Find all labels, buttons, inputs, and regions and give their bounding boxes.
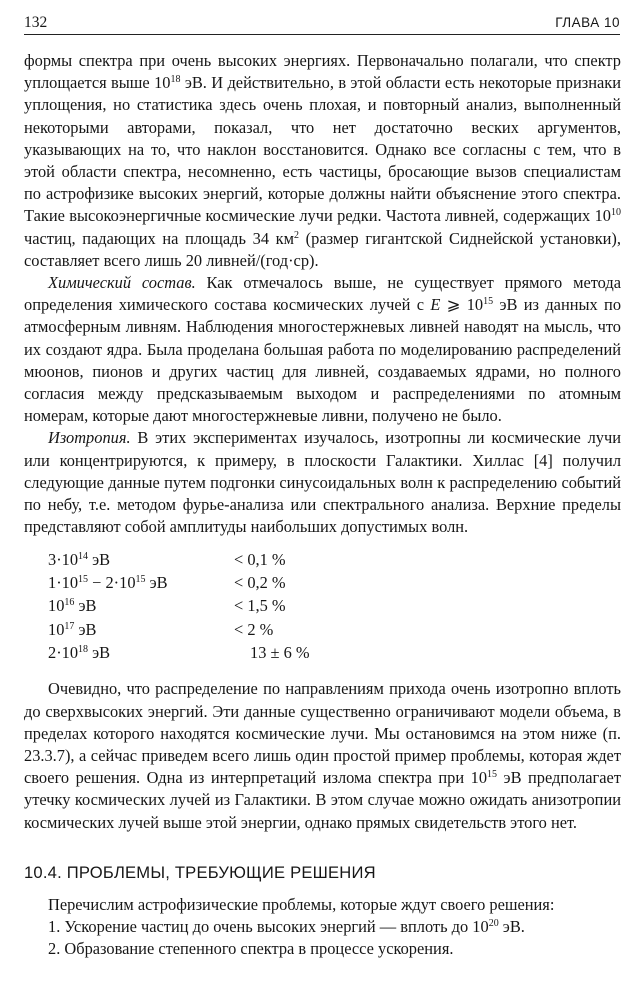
paragraph-problems-intro: Перечислим астрофизические проблемы, которые ждут своего решения: [48, 895, 555, 915]
text-run: эВ предполагает утечку космических лучей из Галактики. В этом случае можно ожидать анизотропии космических лучей выше этой энергии, однако прямых свидетельств этого нет. [24, 768, 621, 832]
text-run: Очевидно, что распределение по направлениям прихода очень изотропно вплоть до сверхвысоких энергий. Эти данные существенно ограничивают модели объема, в пределах которого находятся космические лучи. Мы остановимся на этом ниже (п. 23.3.7), а сейчас приведем всего лишь один простой пример проблемы, которая ждет своего решения. Одна из интерпретаций излома спектра при 10 [24, 679, 621, 788]
limit-cell: < 1,5 % [234, 596, 286, 616]
text-run: В этих экспериментах изучалось, изотропны ли космические лучи или концентрируются, к примеру, в плоскости Галактики. Хиллас [4] получил следующие данные путем подгонки синусоидальных волн к распределению событий по небу, т.е. методом фурье-анализа или спектрального анализа. Верхние пределы представляют собой амплитуды наибольших допустимых волн. [24, 428, 621, 537]
limit-cell: < 0,1 % [234, 549, 286, 569]
text-run: (размер гигантской Сиднейской установки), составляет всего лишь 20 ливней/(год·ср). [24, 228, 621, 270]
exponent: 18 [170, 74, 181, 86]
text-run: 1. Ускорение частиц до очень высоких энергий — вплоть до 10 [48, 917, 489, 937]
paragraph-chemical-composition [24, 272, 621, 427]
section-heading: 10.4. ПРОБЛЕМЫ, ТРЕБУЮЩИЕ РЕШЕНИЯ [24, 862, 376, 882]
text-run: формы спектра при очень высоких энергиях. Первоначально полагали, что спектр уплощается выше 10 [24, 51, 621, 93]
exponent: 2 [294, 229, 300, 241]
text-run: эВ. [498, 917, 525, 937]
limit-cell: < 0,2 % [234, 573, 286, 593]
limit-cell: < 2 % [234, 619, 274, 639]
energy-cell: $2\cdot 10^{18}$ эВ [48, 642, 111, 662]
run-in-heading: Химический состав. [48, 273, 196, 293]
energy-symbol: E [430, 295, 441, 315]
text-run: Как отмечалось выше, не существует прямого метода определения химического состава космических лучей с [24, 273, 621, 315]
text-run: ⩾ 10 [440, 295, 484, 315]
paragraph-isotropy-conclusion [24, 678, 621, 833]
anisotropy-limits-table [48, 548, 390, 664]
list-item [24, 916, 621, 938]
list-item: 2. Образование степенного спектра в процессе ускорения. [48, 939, 454, 959]
limit-cell: 13 ± 6 % [250, 642, 310, 662]
exponent: 15 [487, 769, 498, 781]
energy-cell: $10^{17}$ эВ [48, 619, 97, 639]
exponent: 20 [488, 918, 499, 930]
paragraph-isotropy [24, 427, 621, 538]
exponent: 10 [611, 207, 621, 219]
paragraph-spectrum [24, 50, 621, 272]
energy-cell: $3\cdot 10^{14}$ эВ [48, 549, 111, 569]
table-row [48, 618, 390, 641]
run-in-heading: Изотропия. [48, 428, 131, 448]
energy-cell: $1\cdot 10^{15} - 2\cdot 10^{15}$ эВ [48, 573, 168, 593]
exponent: 15 [483, 296, 494, 308]
table-row [48, 572, 390, 595]
text-run: эВ из данных по атмосферным ливням. Наблюдения многостержневых ливней наводят на мысль, что их создают ядра. Была проделана большая работа по моделированию распределений мюонов, пионов и других частиц для ливней, создаваемых ядрами, но полного согласия между предсказываемым выходом и распределениями по атомным номерам, которые дают многостержневые ливни, получено не было. [24, 295, 622, 426]
table-row [48, 641, 390, 664]
text-run: частиц, падающих на площадь 34 км [24, 228, 295, 248]
running-header [24, 12, 620, 35]
chapter-title: ГЛАВА 10 [555, 15, 620, 30]
table-row [48, 548, 390, 571]
page-number: 132 [24, 14, 48, 31]
energy-cell: $10^{16}$ эВ [48, 596, 97, 616]
table-row [48, 595, 390, 618]
page-body [24, 50, 621, 961]
text-run: эВ. И действительно, в этой области есть некоторые признаки уплощения, но статистика здесь очень плохая, и повторный анализ, выполненный некоторыми авторами, показал, что нет достаточно веских аргументов, указывающих на то, что наклон восстановится. Однако все согласны с тем, что в этой области спектра, несомненно, есть частицы, бросающие вызов специалистам по астрофизике высоких энергий, которые должны найти объяснение этого спектра. Такие высокоэнергичные космические лучи редки. Частота ливней, содержащих 10 [24, 73, 621, 226]
